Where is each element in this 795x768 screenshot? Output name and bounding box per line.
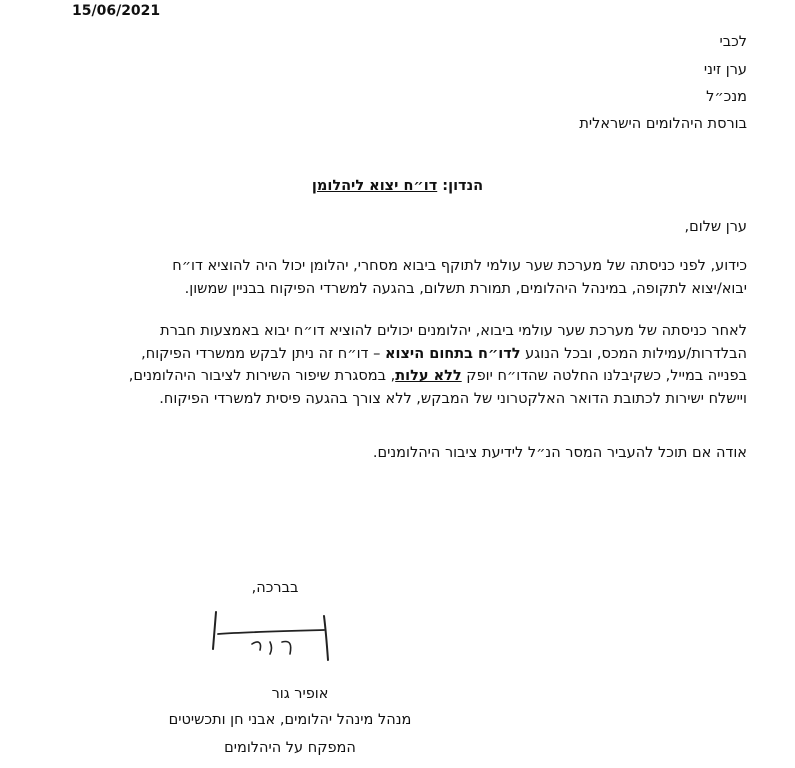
paragraph-2-text: בפנייה במייל, כשקיבלנו החלטה שהדו״ח יופק bbox=[461, 368, 747, 384]
subject-value: דו״ח יצוא ליהלומן bbox=[311, 178, 438, 194]
subject-label: הנדון: bbox=[442, 178, 484, 194]
paragraph-2 bbox=[67, 320, 747, 410]
letter-date: 15/06/2021 bbox=[72, 3, 161, 19]
paragraph-2-line: לאחר כניסתה של מערכת שער עולמי ביבוא, יהלומנים יכולים להוציא דו״ח יבוא באמצעות חברת bbox=[160, 323, 747, 339]
paragraph-2-line: ויישלח ישירות לכתובת הדואר האלקטרוני של המבקש, ללא צורך בהגעה פיסית למשרדי הפיקוח. bbox=[159, 390, 747, 407]
paragraph-2-text: , במסגרת שיפור השירות לציבור היהלומנים, bbox=[128, 368, 396, 384]
paragraph-2-line bbox=[67, 343, 747, 366]
free-of-charge-emphasis: ללא עלות bbox=[395, 368, 462, 384]
paragraph-2-text: הבלדרות/עמילות המכס, ובכל הנוגע bbox=[520, 345, 747, 362]
paragraph-2-line bbox=[67, 365, 747, 388]
paragraph-3 bbox=[67, 442, 747, 465]
paragraph-3-line: אודה אם תוכל להעביר המסר הנ״ל לידיעת ציבור היהלומנים. bbox=[372, 445, 747, 461]
paragraph-1-line: כידוע, לפני כניסתה של מערכת שער עולמי לתוקף ביבוא מסחרי, יהלומן יכול היה להוציא דו״ח bbox=[172, 258, 747, 274]
subject-line bbox=[0, 178, 795, 194]
handwritten-signature bbox=[206, 604, 338, 666]
sender-title: מנהל מינהל יהלומים, אבני חן ותכשיטים bbox=[168, 712, 412, 728]
paragraph-2-text: – דו״ח זה ניתן לבקש ממשרדי הפיקוח, bbox=[141, 345, 385, 362]
paragraph-1 bbox=[67, 255, 747, 300]
recipient-salutation: לכבי bbox=[719, 34, 747, 50]
closing: בברכה, bbox=[251, 580, 299, 596]
recipient-title: מנכ״ל bbox=[706, 89, 747, 105]
sender-role: המפקח על היהלומים bbox=[224, 740, 356, 756]
paragraph-1-line: יבוא/יצוא לתקופה, במינהל היהלומים, תמורת תשלום, בהגעה למשרדי הפיקוח בבניין שמשון. bbox=[184, 280, 747, 297]
sender-name: אופיר גור bbox=[271, 686, 329, 702]
export-report-emphasis: לדו״ח בתחום היצוא bbox=[384, 345, 521, 362]
recipient-name: ערן זיני bbox=[703, 62, 747, 78]
recipient-organization: בורסת היהלומים הישראלית bbox=[579, 116, 747, 132]
greeting: ערן שלום, bbox=[684, 219, 747, 235]
